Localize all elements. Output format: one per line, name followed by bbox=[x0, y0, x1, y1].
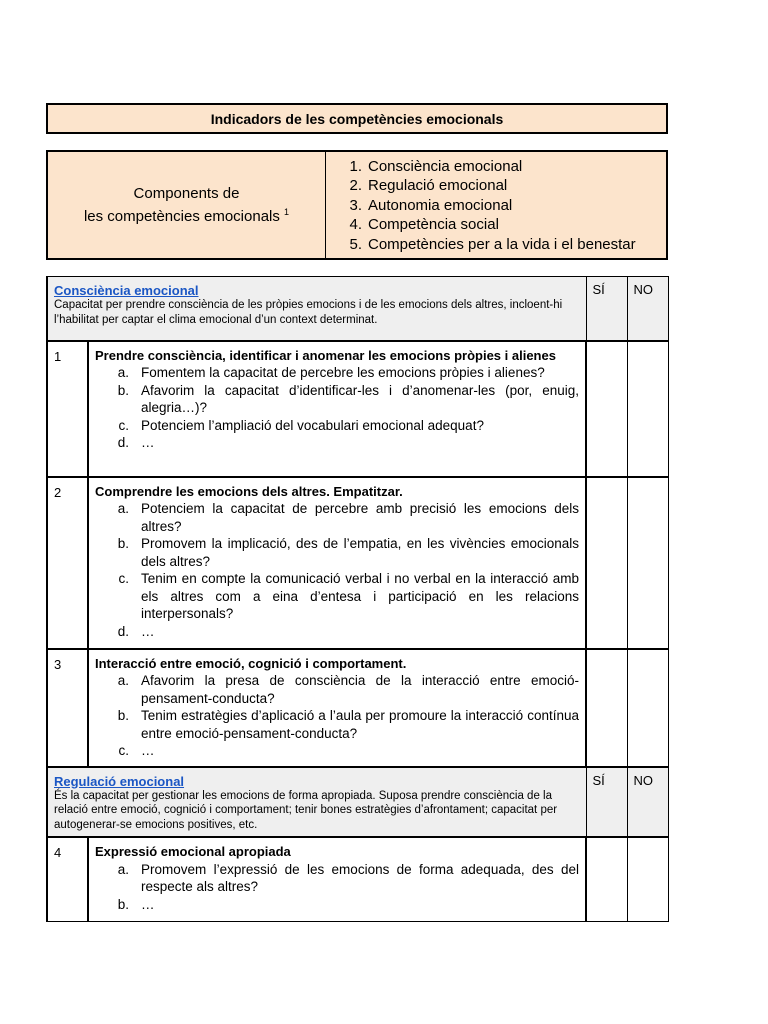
components-item-text: Autonomia emocional bbox=[368, 196, 513, 214]
document-title bbox=[46, 103, 668, 134]
indicator-number: 1 bbox=[47, 341, 88, 477]
indicator-content bbox=[88, 477, 586, 649]
document-title-text: Indicadors de les competències emocionals bbox=[210, 110, 504, 127]
indicator-question bbox=[95, 434, 579, 452]
indicator-question bbox=[95, 896, 579, 914]
no-column-header: NO bbox=[627, 767, 668, 838]
question-letter: d. bbox=[117, 435, 129, 450]
question-letter: a. bbox=[117, 861, 129, 877]
no-check-cell[interactable] bbox=[627, 341, 668, 477]
components-item-number: 5. bbox=[349, 235, 362, 253]
question-text: Afavorim la capacitat d’identificar-les i d’anomenar-les (por, enuig, alegria…)? bbox=[141, 382, 580, 415]
indicators-table bbox=[46, 276, 669, 922]
components-list-item bbox=[349, 215, 666, 234]
question-text: … bbox=[141, 743, 155, 758]
question-text: Potenciem la capacitat de percebre amb precisió les emocions dels altres? bbox=[141, 501, 580, 534]
indicator-question bbox=[95, 535, 579, 570]
section-description: És la capacitat per gestionar les emocions de forma apropiada. Suposa prendre consciència de la relació entre emoció, cognició i comportament; tenir bones estratègies d’afrontament; capacitat per autogenerar-se emocions positives, etc. bbox=[54, 789, 558, 831]
indicator-row bbox=[47, 477, 668, 649]
indicator-question bbox=[95, 500, 579, 535]
indicator-question bbox=[95, 672, 579, 707]
indicator-title: Prendre consciència, identificar i anomenar les emocions pròpies i alienes bbox=[95, 347, 556, 363]
section-title-link[interactable]: Regulació emocional bbox=[54, 773, 185, 789]
components-item-number: 3. bbox=[349, 196, 362, 214]
question-text: Potenciem l’ampliació del vocabulari emocional adequat? bbox=[141, 417, 484, 433]
question-letter: a. bbox=[117, 501, 129, 516]
indicator-title: Comprendre les emocions dels altres. Empatitzar. bbox=[95, 483, 403, 499]
indicator-title: Expressió emocional apropiada bbox=[95, 844, 291, 859]
question-letter: c. bbox=[118, 571, 129, 586]
indicator-question-list bbox=[95, 500, 579, 640]
indicator-content bbox=[88, 341, 586, 477]
indicator-question-list bbox=[95, 861, 579, 914]
components-list-item bbox=[349, 196, 666, 215]
question-text: … bbox=[141, 896, 155, 912]
indicator-question bbox=[95, 570, 579, 623]
question-text: Tenim en compte la comunicació verbal i no verbal en la interacció amb els altres com a eina d’entesa i participació en les relacions interpersonals? bbox=[141, 571, 580, 621]
indicator-question bbox=[95, 742, 579, 760]
question-letter: b. bbox=[117, 536, 129, 551]
question-text: Tenim estratègies d’aplicació a l’aula per promoure la interacció contínua entre emoció-pensament-conducta? bbox=[141, 708, 580, 741]
question-text: Fomentem la capacitat de percebre les emocions pròpies i alienes? bbox=[141, 365, 545, 380]
indicator-number: 2 bbox=[47, 477, 88, 649]
indicator-question-list bbox=[95, 672, 579, 760]
components-item-number: 4. bbox=[349, 216, 362, 234]
components-list-item bbox=[349, 157, 666, 176]
components-item-text: Consciència emocional bbox=[368, 158, 523, 175]
indicator-question-list bbox=[95, 364, 579, 452]
question-text: … bbox=[141, 623, 155, 639]
yes-check-cell[interactable] bbox=[586, 837, 627, 921]
question-letter: a. bbox=[117, 365, 129, 380]
section-description: Capacitat per prendre consciència de les pròpies emocions i de les emocions dels altres, incloent-hi l’habilitat per captar el clima emocional d’un context determinat. bbox=[54, 299, 563, 326]
components-list-item bbox=[349, 176, 666, 195]
indicator-question bbox=[95, 364, 579, 382]
components-item-number: 2. bbox=[349, 177, 362, 195]
no-column-header: NO bbox=[627, 277, 668, 341]
yes-check-cell[interactable] bbox=[586, 341, 627, 477]
indicator-row bbox=[47, 341, 668, 477]
no-check-cell[interactable] bbox=[627, 649, 668, 767]
components-list-item bbox=[349, 235, 666, 254]
question-letter: c. bbox=[118, 743, 129, 758]
indicator-question bbox=[95, 417, 579, 435]
components-label-line2: les competències emocionals $^1$ bbox=[83, 207, 290, 225]
components-item-text: Regulació emocional bbox=[368, 177, 508, 195]
indicator-question bbox=[95, 623, 579, 641]
indicator-content bbox=[88, 837, 586, 921]
question-letter: b. bbox=[117, 708, 129, 723]
indicator-question bbox=[95, 861, 579, 896]
footnote-marker: 1 bbox=[284, 207, 290, 217]
question-letter: c. bbox=[118, 417, 129, 433]
indicator-content bbox=[88, 649, 586, 767]
no-check-cell[interactable] bbox=[627, 837, 668, 921]
components-label bbox=[48, 152, 326, 258]
yes-check-cell[interactable] bbox=[586, 649, 627, 767]
components-item-text: Competències per a la vida i el benestar bbox=[368, 235, 636, 253]
indicator-number: 3 bbox=[47, 649, 88, 767]
yes-column-header: SÍ bbox=[586, 277, 627, 341]
section-header-cell bbox=[47, 767, 586, 838]
yes-check-cell[interactable] bbox=[586, 477, 627, 649]
question-text: Promovem la implicació, des de l’empatia, en les vivències emocionals dels altres? bbox=[141, 536, 580, 569]
components-label-line1: Components de bbox=[133, 185, 240, 202]
section-title-link[interactable]: Consciència emocional bbox=[54, 283, 199, 298]
indicator-question bbox=[95, 707, 579, 742]
components-list bbox=[334, 157, 666, 254]
question-text: … bbox=[141, 435, 155, 450]
components-item-text: Competència social bbox=[368, 216, 499, 234]
yes-column-header: SÍ bbox=[586, 767, 627, 838]
question-text: Promovem l’expressió de les emocions de forma adequada, des del respecte als altres? bbox=[141, 861, 580, 894]
question-letter: b. bbox=[117, 382, 129, 398]
question-letter: d. bbox=[117, 623, 129, 639]
section-header-cell bbox=[47, 277, 586, 341]
indicator-number: 4 bbox=[47, 837, 88, 921]
indicator-row bbox=[47, 837, 668, 921]
section-header-row bbox=[47, 277, 668, 341]
indicator-question bbox=[95, 382, 579, 417]
components-box bbox=[46, 150, 668, 260]
no-check-cell[interactable] bbox=[627, 477, 668, 649]
components-list-cell bbox=[326, 152, 666, 258]
indicator-title: Interacció entre emoció, cognició i comportament. bbox=[95, 655, 407, 671]
section-header-row bbox=[47, 767, 668, 838]
question-letter: a. bbox=[117, 673, 129, 688]
indicator-row bbox=[47, 649, 668, 767]
question-letter: b. bbox=[117, 896, 129, 912]
question-text: Afavorim la presa de consciència de la interacció entre emoció-pensament-conducta? bbox=[141, 673, 580, 706]
components-item-number: 1. bbox=[349, 158, 362, 175]
